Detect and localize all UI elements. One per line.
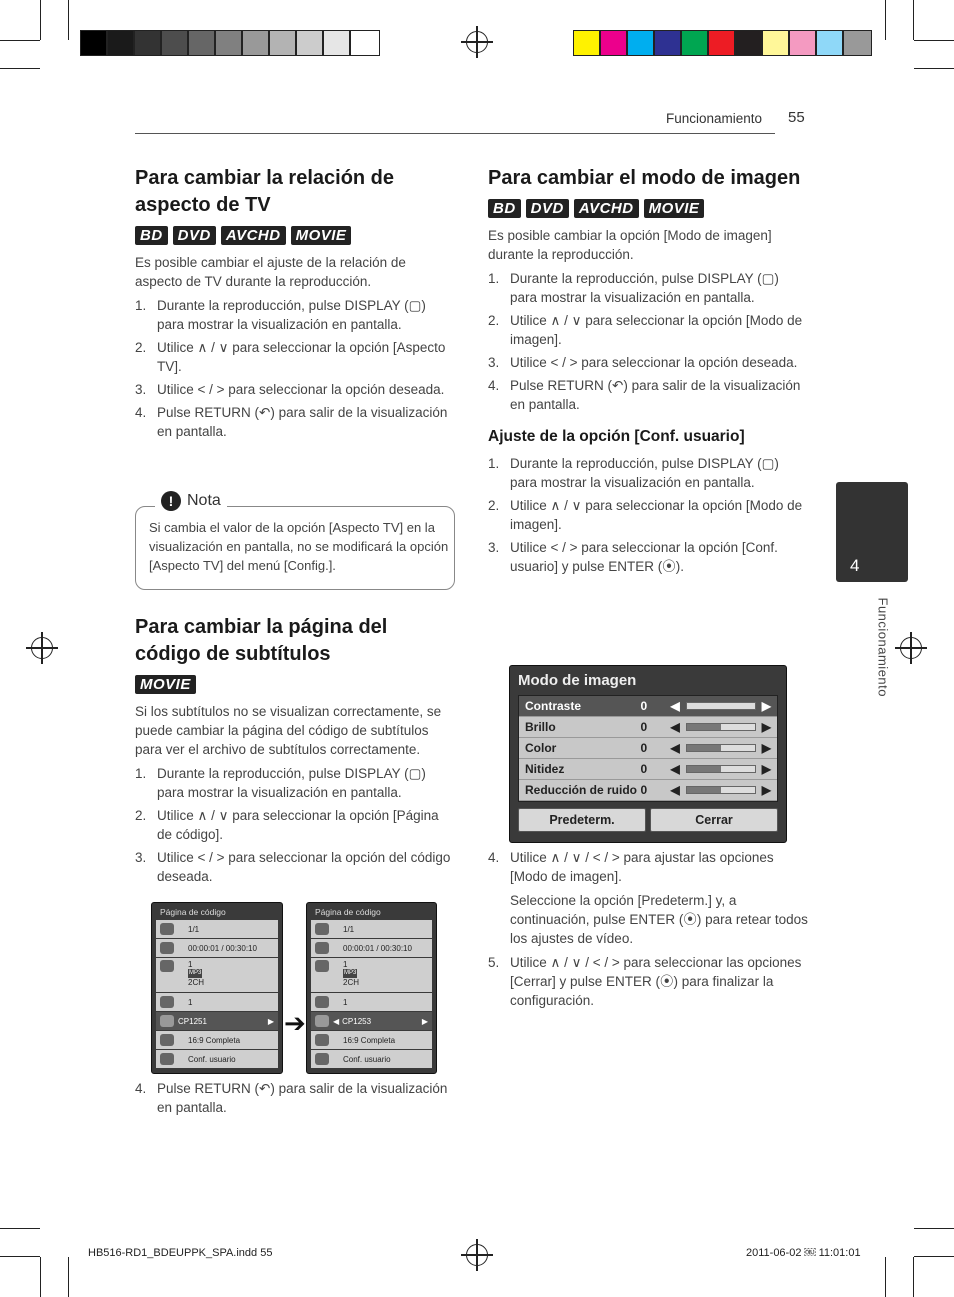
section-title: Para cambiar la relación de aspecto de TV [135,167,395,216]
menu-row-color[interactable]: Color 0 ◀ ▶ [519,738,777,759]
picture-icon [315,1053,329,1065]
list-item-continuation: Seleccione la opción [Predeterm.] y, a continuación, pulse ENTER (⦿) para retear todos los ajustes de vídeo. [510,893,808,946]
close-button[interactable]: Cerrar [650,808,778,832]
osd-row: Conf. usuario [311,1050,432,1068]
list-item: 1. Durante la reproducción, pulse DISPLAY (▢) para mostrar la visualización en pantalla. [135,766,426,800]
subtitle-icon [315,996,329,1008]
osd-row: 1 [311,993,432,1011]
crop-mark [0,1228,40,1229]
code-page-icon [315,1015,329,1027]
note-header [155,491,227,511]
picture-mode-menu [509,665,787,843]
intro-text: Es posible cambiar la opción [Modo de imagen] durante la reproducción. [488,228,772,262]
badge-movie: MOVIE [135,675,196,694]
running-header: Funcionamiento [666,111,763,126]
right-arrow-icon[interactable]: ▶ [761,762,771,776]
subsection-title: Ajuste de la opción [Conf. usuario] [488,428,745,445]
badge-avchd: AVCHD [574,199,639,218]
badge-avchd: AVCHD [221,226,286,245]
list-item: 5. Utilice ∧ / ∨ / < / > para seleccionar las opciones [Cerrar] y pulse ENTER (⦿) para finalizar la configuración. [488,955,802,1008]
format-badges [135,675,455,694]
clock-icon [315,942,329,954]
code-page-icon [160,1015,174,1027]
right-arrow-icon[interactable]: ▶ [761,741,771,755]
crop-mark [885,1257,886,1297]
footer-file: HB516-RD1_BDEUPPK_SPA.indd 55 [88,1247,273,1259]
level-bar [686,723,756,731]
right-arrow-icon[interactable]: ▶ [761,699,771,713]
section-title: Para cambiar la página del código de subtítulos [135,616,388,665]
page-number: 55 [788,109,805,126]
right-arrow-icon[interactable]: ▶ [761,783,771,797]
list-item: 2. Utilice ∧ / ∨ para seleccionar la opción [Aspecto TV]. [135,340,446,374]
list-item: 3. Utilice < / > para seleccionar la opción deseada. [488,355,798,370]
right-arrow-icon[interactable]: ▶ [761,720,771,734]
osd-row-selected: ◀ CP1253 ▶ [311,1012,432,1030]
disc-icon [315,923,329,935]
osd-title: Página de código [315,907,381,917]
disc-icon [160,923,174,935]
crop-mark [40,0,41,40]
badge-bd: BD [135,226,168,245]
chapter-tab [836,482,908,582]
crop-mark [913,1257,914,1297]
registration-mark-icon [900,637,922,659]
level-bar [686,702,756,710]
header-rule [135,133,775,134]
level-bar [686,786,756,794]
clock-icon [160,942,174,954]
osd-row: 1/1 [311,920,432,938]
registration-mark-icon [466,1244,488,1266]
osd-row: 16:9 Completa [156,1031,278,1049]
osd-row: Conf. usuario [156,1050,278,1068]
list-item: 4. Pulse RETURN (↶) para salir de la visualización en pantalla. [135,405,448,439]
aspect-icon [315,1034,329,1046]
note-title: Nota [187,492,221,509]
arrow-icon: ➔ [284,1008,306,1038]
right-arrow-icon: ▶ [421,1016,428,1026]
footer-date: 2011-06-02 ￼ 11:01:01 [746,1247,861,1259]
crop-mark [914,1256,954,1257]
osd-row: 1 MP3 2CH [156,958,278,992]
intro-text: Si los subtítulos no se visualizan correctamente, se puede cambiar la página del código de subtítulos para ver el archivo de subtítulos correctamente. [135,704,442,757]
osd-screenshot-after [306,902,437,1074]
osd-row: 1 [156,993,278,1011]
list-item: 1. Durante la reproducción, pulse DISPLAY (▢) para mostrar la visualización en pantalla. [488,271,779,305]
registration-mark-icon [466,31,488,53]
menu-row-brightness[interactable]: Brillo 0 ◀ ▶ [519,717,777,738]
audio-icon [315,960,329,972]
badge-dvd: DVD [526,199,569,218]
list-item: 2. Utilice ∧ / ∨ para seleccionar la opción [Modo de imagen]. [488,313,803,347]
crop-mark [913,0,914,40]
crop-mark [914,1228,954,1229]
format-badges [135,226,455,245]
list-item: 1. Durante la reproducción, pulse DISPLAY (▢) para mostrar la visualización en pantalla. [135,298,426,332]
left-arrow-icon[interactable]: ◀ [670,762,680,776]
crop-mark [885,0,886,40]
exclamation-icon: ! [161,491,181,511]
crop-mark [68,0,69,40]
section-title: Para cambiar el modo de imagen [488,167,801,189]
format-badges [488,199,808,218]
crop-mark [68,1257,69,1297]
list-item: 3. Utilice < / > para seleccionar la opción deseada. [135,382,445,397]
list-item: 2. Utilice ∧ / ∨ para seleccionar la opción [Página de código]. [135,808,439,842]
intro-text: Es posible cambiar el ajuste de la relación de aspecto de TV durante la reproducción. [135,255,406,289]
right-arrow-icon: ▶ [267,1016,274,1026]
list-item: 4. Utilice ∧ / ∨ / < / > para ajustar las opciones [Modo de imagen]. [488,850,774,884]
list-item: 4. Pulse RETURN (↶) para salir de la visualización en pantalla. [135,1081,448,1115]
left-arrow-icon: ◀ [333,1016,340,1026]
osd-screenshot-before [151,902,283,1074]
badge-movie: MOVIE [291,226,352,245]
osd-row: 00:00:01 / 00:30:10 [311,939,432,957]
crop-mark [914,68,954,69]
note-text: Si cambia el valor de la opción [Aspecto TV] en la visualización en pantalla, no se modificará la opción [Aspecto TV] del menú [Config.]. [149,520,449,573]
osd-row: 1/1 [156,920,278,938]
audio-icon [160,960,174,972]
osd-row: 1 MP3 2CH [311,958,432,992]
crop-mark [0,68,40,69]
list-item: 1. Durante la reproducción, pulse DISPLAY (▢) para mostrar la visualización en pantalla. [488,456,779,490]
badge-movie: MOVIE [644,199,705,218]
left-arrow-icon[interactable]: ◀ [670,783,680,797]
osd-row: 16:9 Completa [311,1031,432,1049]
crop-mark [914,40,954,41]
picture-icon [160,1053,174,1065]
list-item: 3. Utilice < / > para seleccionar la opción del código deseada. [135,850,451,884]
osd-title: Página de código [160,907,226,917]
subtitle-icon [160,996,174,1008]
chapter-number: 4 [850,556,860,575]
badge-dvd: DVD [173,226,216,245]
crop-mark [0,1256,40,1257]
list-item: 3. Utilice < / > para seleccionar la opción [Conf. usuario] y pulse ENTER (⦿). [488,540,778,574]
aspect-icon [160,1034,174,1046]
list-item: 4. Pulse RETURN (↶) para salir de la visualización en pantalla. [488,378,801,412]
osd-row: 00:00:01 / 00:30:10 [156,939,278,957]
level-bar [686,765,756,773]
menu-title: Modo de imagen [518,672,637,689]
left-arrow-icon[interactable]: ◀ [670,741,680,755]
menu-row-noise-reduction[interactable]: Reducción de ruido 0 ◀ ▶ [519,780,777,801]
level-bar [686,744,756,752]
osd-row-selected: CP1251 ▶ [156,1012,278,1030]
menu-row-sharpness[interactable]: Nitidez 0 ◀ ▶ [519,759,777,780]
crop-mark [0,40,40,41]
registration-mark-icon [31,637,53,659]
chapter-label: Funcionamiento [875,597,891,697]
badge-bd: BD [488,199,521,218]
left-arrow-icon[interactable]: ◀ [670,720,680,734]
left-arrow-icon[interactable]: ◀ [670,699,680,713]
note-box [135,506,455,590]
list-item: 2. Utilice ∧ / ∨ para seleccionar la opción [Modo de imagen]. [488,498,803,532]
default-button[interactable]: Predeterm. [518,808,646,832]
menu-row-contrast[interactable]: Contraste 0 ◀ ▶ [519,696,777,717]
crop-mark [40,1257,41,1297]
